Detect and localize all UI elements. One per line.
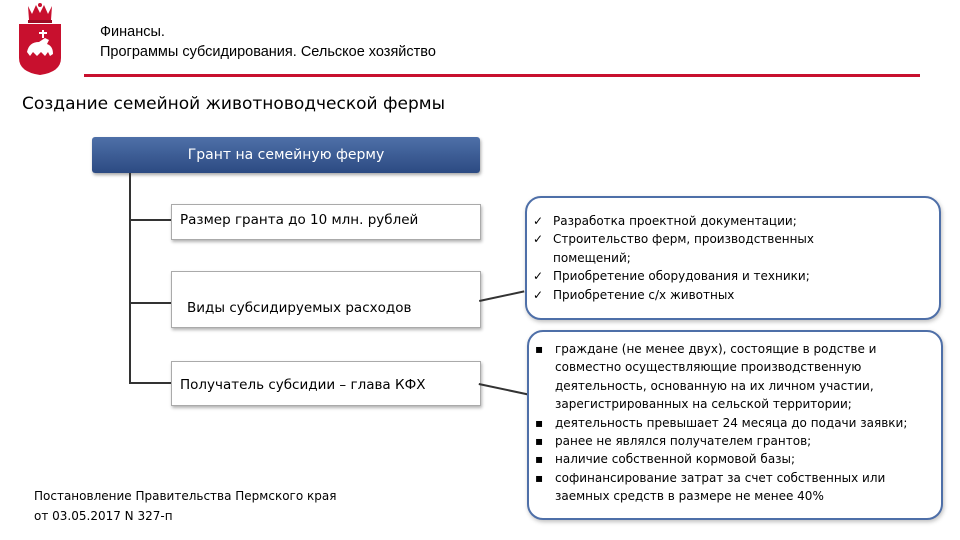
branch-line-2: [129, 302, 171, 304]
header-line-1: Финансы.: [100, 24, 165, 40]
requirements-panel: [527, 330, 943, 520]
list-item: ✓ Строительство ферм, производственных помещений;: [533, 232, 815, 265]
connector-recipient: [479, 383, 528, 395]
check-icon: ✓: [533, 214, 544, 228]
list-item: ▪ наличие собственной кормовой базы;: [529, 450, 933, 468]
branch-label: Виды субсидируемых расходов: [187, 300, 412, 316]
list-item: ▪ ранее не являлся получателем грантов;: [529, 432, 933, 450]
section-title: Создание семейной животноводческой фермы: [22, 94, 445, 114]
check-icon: ✓: [533, 287, 544, 302]
branch-label: Получатель субсидии – глава КФХ: [180, 377, 426, 393]
decree-line-1: Постановление Правительства Пермского края: [34, 489, 337, 503]
list-item: ▪ софинансирование затрат за счет собственных или заемных средств в размере не менее 40%: [535, 470, 886, 504]
list-item: ✓ Приобретение оборудования и техники;: [527, 267, 939, 285]
branch-line-3: [129, 382, 171, 384]
header-divider: [84, 74, 920, 77]
bullet-icon: ▪: [535, 434, 544, 449]
list-item: ▪ граждане (не менее двух), состоящие в родстве и совместно осуществляющие производственную деятельность, основанную на их личном участии, зарегистрированных на сельской территории;: [535, 342, 877, 412]
list-item: ▪ деятельность превышает 24 месяца до подачи заявки;: [529, 414, 933, 432]
branch-line-1: [129, 219, 171, 221]
decree-reference: [34, 486, 336, 526]
list-item: ✓ Разработка проектной документации;: [527, 212, 939, 230]
tree-trunk-line: [129, 173, 131, 383]
branch-box-expenses: [171, 271, 481, 328]
coat-of-arms-icon: [15, 2, 65, 76]
header: [100, 22, 436, 62]
grant-box: Грант на семейную ферму: [92, 137, 480, 173]
branch-box-grant-size: [171, 204, 481, 240]
list-item: ✓ Приобретение с/х животных: [527, 286, 939, 304]
branch-label: Размер гранта до 10 млн. рублей: [180, 212, 419, 228]
bullet-icon: ▪: [535, 342, 544, 356]
check-icon: ✓: [533, 232, 544, 247]
bullet-icon: ▪: [535, 415, 544, 430]
connector-expenses: [479, 290, 524, 301]
branch-box-recipient: [171, 361, 481, 406]
expenses-panel: [525, 196, 941, 320]
decree-line-2: от 03.05.2017 N 327-п: [34, 509, 173, 523]
bullet-icon: ▪: [535, 470, 544, 485]
header-line-2: Программы субсидирования. Сельское хозяйство: [100, 44, 436, 60]
bullet-icon: ▪: [535, 452, 544, 467]
check-icon: ✓: [533, 269, 544, 284]
